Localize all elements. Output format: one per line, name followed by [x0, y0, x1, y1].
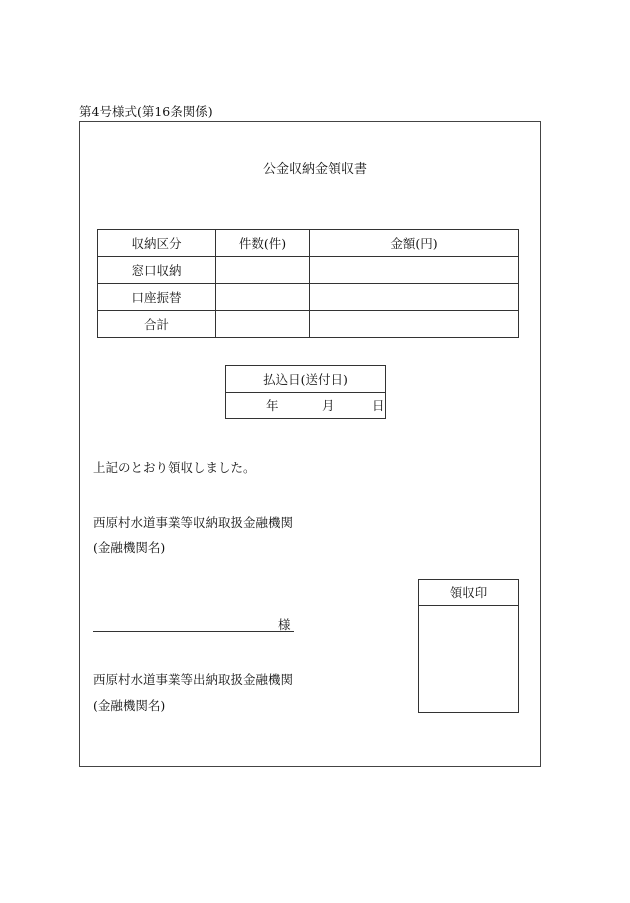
row-label: 口座振替 — [98, 284, 216, 311]
row-label: 合計 — [98, 311, 216, 338]
table-row — [98, 311, 519, 338]
disbursing-institution: 西原村水道事業等出納取扱金融機関 — [93, 672, 294, 687]
amount-cell — [310, 257, 519, 284]
count-cell — [216, 311, 310, 338]
table-row — [98, 284, 519, 311]
amount-cell — [310, 284, 519, 311]
payment-date-label: 払込日(送付日) — [226, 366, 385, 393]
header-count: 件数(件) — [216, 230, 310, 257]
header-amount: 金額(円) — [310, 230, 519, 257]
collecting-institution: 西原村水道事業等収納取扱金融機関 — [93, 515, 294, 530]
payment-date-field — [226, 393, 385, 419]
addressee-suffix: 様 — [278, 617, 291, 632]
disbursing-institution-name-label: (金融機関名) — [93, 698, 166, 713]
addressee-underline — [93, 630, 294, 632]
summary-table — [97, 229, 519, 338]
table-row — [98, 257, 519, 284]
document-title: 公金収納金領収書 — [262, 162, 367, 177]
amount-cell — [310, 311, 519, 338]
count-cell — [216, 257, 310, 284]
month-unit: 月 — [322, 398, 335, 413]
form-number-label: 第4号様式(第16条関係) — [79, 104, 213, 119]
count-cell — [216, 284, 310, 311]
table-header-row — [98, 230, 519, 257]
receipt-stamp-label: 領収印 — [419, 580, 518, 606]
collecting-institution-name-label: (金融機関名) — [93, 540, 166, 555]
receipt-stamp-box — [418, 579, 519, 713]
year-unit: 年 — [266, 398, 279, 413]
payment-date-box — [225, 365, 386, 419]
header-category: 収納区分 — [98, 230, 216, 257]
receipt-message: 上記のとおり領収しました。 — [93, 460, 256, 475]
day-unit: 日 — [372, 398, 385, 413]
row-label: 窓口収納 — [98, 257, 216, 284]
